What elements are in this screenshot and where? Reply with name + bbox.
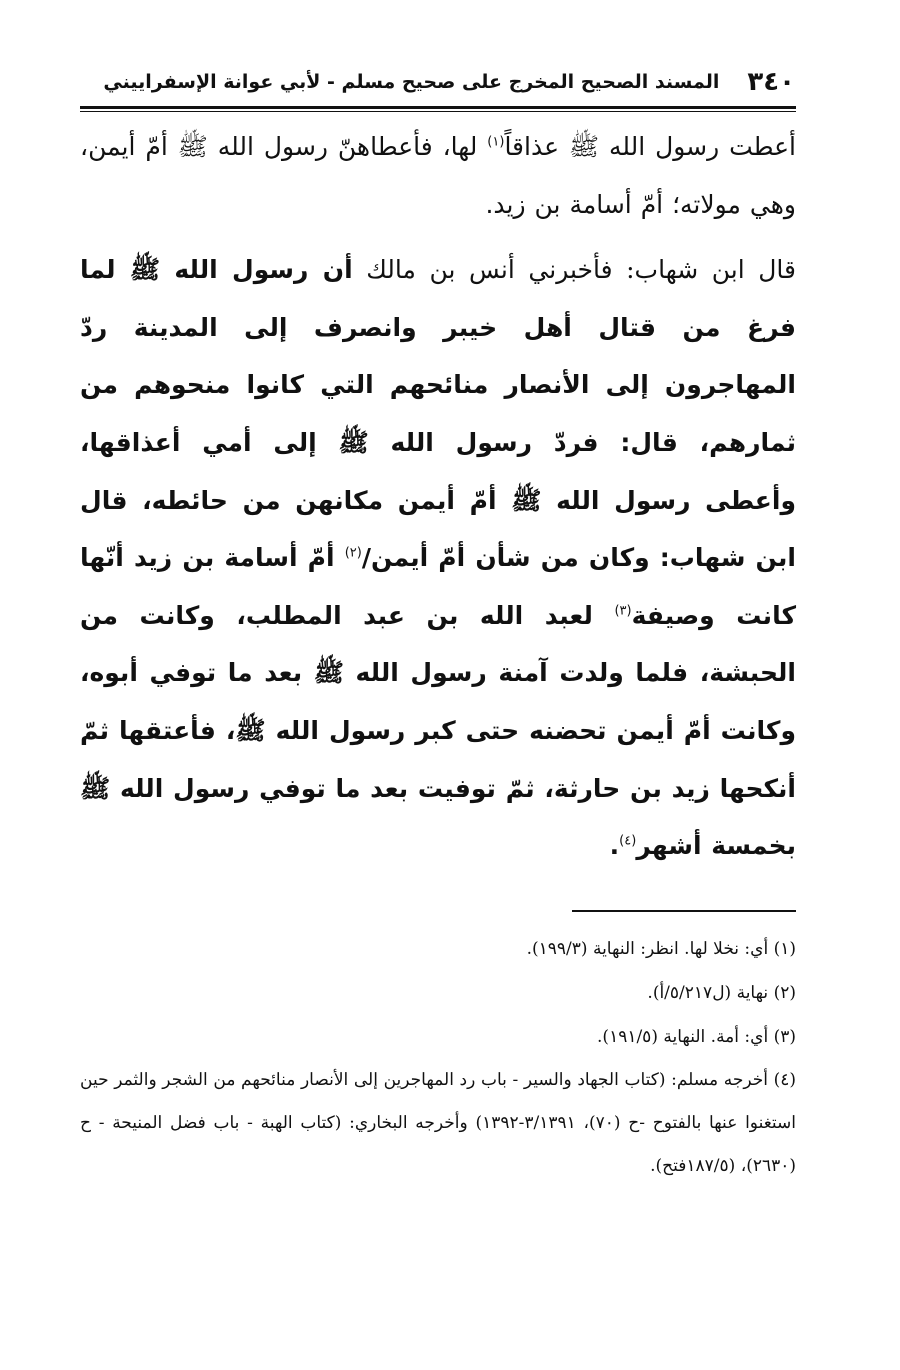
header-rule (80, 106, 796, 109)
paragraph-1-text-a: أعطت رسول الله ﷺ عذاقاً (504, 132, 797, 161)
running-title: المسند الصحيح المخرج على صحيح مسلم - لأبي عوانة الإسفراييني (103, 71, 720, 93)
footnote-ref-2: (٢) (344, 545, 362, 561)
main-text (80, 118, 796, 875)
footnotes (80, 927, 796, 1188)
page-number: ٣٤٠ (747, 67, 795, 97)
paragraph-2 (80, 241, 796, 875)
footnote-2: (٢) نهاية (ل٥/٢١٧/أ). (647, 983, 796, 1003)
footnote-separator (572, 910, 796, 912)
paragraph-1 (80, 118, 796, 233)
page-header (103, 60, 795, 104)
paragraph-2-narrator: قال ابن شهاب: فأخبرني أنس بن مالك (352, 255, 796, 285)
footnote-ref-1: (١) (487, 134, 505, 150)
footnote-1: (١) أي: نخلا لها. انظر: النهاية (١٩٩/٣). (526, 939, 796, 959)
header-rule-thin (80, 111, 796, 112)
paragraph-2-text-c: لعبد الله بن عبد المطلب، وكانت من الحبشة، فلما ولدت آمنة رسول الله ﷺ بعد ما توفي أبوه، وكانت أمّ أيمن تحضنه حتى كبر رسول الله ﷺ، فأعتقها ثمّ أنكحها زيد بن حارثة، ثمّ توفيت بعد ما توفي رسول الله ﷺ بخمسة أشهر (80, 600, 796, 861)
paragraph-2-text-d: . (609, 831, 620, 861)
footnote-3: (٣) أي: أمة. النهاية (١٩١/٥). (597, 1027, 796, 1047)
paragraph-1-text-b: لها، فأعطاهنّ رسول الله ﷺ أمّ أيمن، وهي مولاته؛ أمّ أسامة بن زيد. (80, 132, 796, 219)
footnote-4: (٤) أخرجه مسلم: (كتاب الجهاد والسير - باب رد المهاجرين إلى الأنصار منائحهم من الشجر والثمر حين استغنوا عنها بالفتوح -ح (٧٠)، ٣/١٣٩١-١٣٩٢) وأخرجه البخاري: (كتاب الهبة - باب فضل المنيحة - ح (٢٦٣٠)، (١٨٧/٥فتح). (80, 1070, 797, 1176)
footnote-ref-4: (٤) (619, 833, 637, 849)
footnote-ref-3: (٣) (614, 603, 632, 619)
paragraph-2-text-b: أمّ أسامة بن زيد أنّها كانت وصيفة (80, 543, 796, 630)
paragraph-2-text-a: أن رسول الله ﷺ لما فرغ من قتال أهل خيبر وانصرف إلى المدينة ردّ المهاجرون إلى الأنصار منائحهم التي كانوا منحوهم من ثمارهم، قال: فردّ رسول الله ﷺ إلى أمي أعذاقها، وأعطى رسول الله ﷺ أمّ أيمن مكانهن من حائطه، قال ابن شهاب: وكان من شأن أمّ أيمن/ (80, 255, 796, 573)
